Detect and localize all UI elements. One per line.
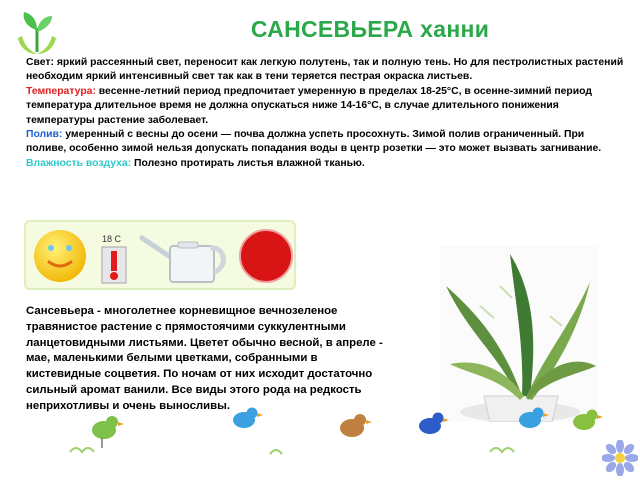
temperature-text: весенне-летний период предпочитает умеренную в пределах 18-25°С, в осенне-зимний период температура длительное время не должна опускаться ниже 14-16°С, в случае длительного понижения температуры растение заболевает. (26, 85, 592, 126)
bird-icon (419, 413, 449, 435)
care-icons-panel (24, 220, 296, 290)
temperature-label: Температура: (26, 85, 96, 97)
care-watering (26, 128, 626, 157)
bird-icon (92, 416, 124, 448)
watering-can-icon (138, 228, 230, 284)
decorative-birds-border (0, 392, 640, 480)
watering-label: Полив: (26, 129, 63, 141)
watering-text: умеренный с весны до осени — почва должна успеть просохнуть. Зимой полив ограниченный. При поливе, особенно зимой нельзя допускать попадания воды в центр розетки — это может вызвать загнивание. (26, 129, 602, 155)
plant-description: Сансевьера - многолетнее корневищное вечнозеленое травянистое растение с прямостоячими суккулентными ланцетовидными листьями. Цветет обычно весной, в апреле - мае, маленькими белыми цветками, собранными в кистевидные соцветия. По ночам от них исходит достаточно сильный аромат ванили. Все виды этого рода на редкость неприхотливы и очень выносливы. (26, 305, 383, 412)
light-text: яркий рассеянный свет, переносит как легкую полутень, так и полную тень. Но для пестролистных растений необходим яркий интенсивный свет так как в тени теряется пестрая окраска листьев. (26, 57, 624, 83)
red-circle-icon (238, 228, 294, 284)
decorative-flower-icon (602, 440, 638, 476)
humidity-label: Влажность воздуха: (26, 157, 132, 169)
care-info (26, 56, 626, 171)
bird-icon (519, 408, 549, 429)
page-title: САНСЕВЬЕРА ханни (250, 16, 490, 42)
care-light (26, 56, 626, 85)
sun-icon (32, 228, 88, 284)
care-temperature (26, 85, 626, 128)
light-label: Свет: (26, 57, 54, 68)
care-humidity (26, 157, 626, 171)
temperature-value: 18 С (102, 234, 122, 244)
humidity-text: Полезно протирать листья влажной тканью. (131, 157, 365, 169)
bird-icon (340, 414, 372, 437)
bird-icon (573, 410, 603, 431)
sprout-hands-logo-icon (14, 8, 60, 58)
bird-icon (233, 408, 263, 429)
thermometer-icon (98, 228, 134, 284)
